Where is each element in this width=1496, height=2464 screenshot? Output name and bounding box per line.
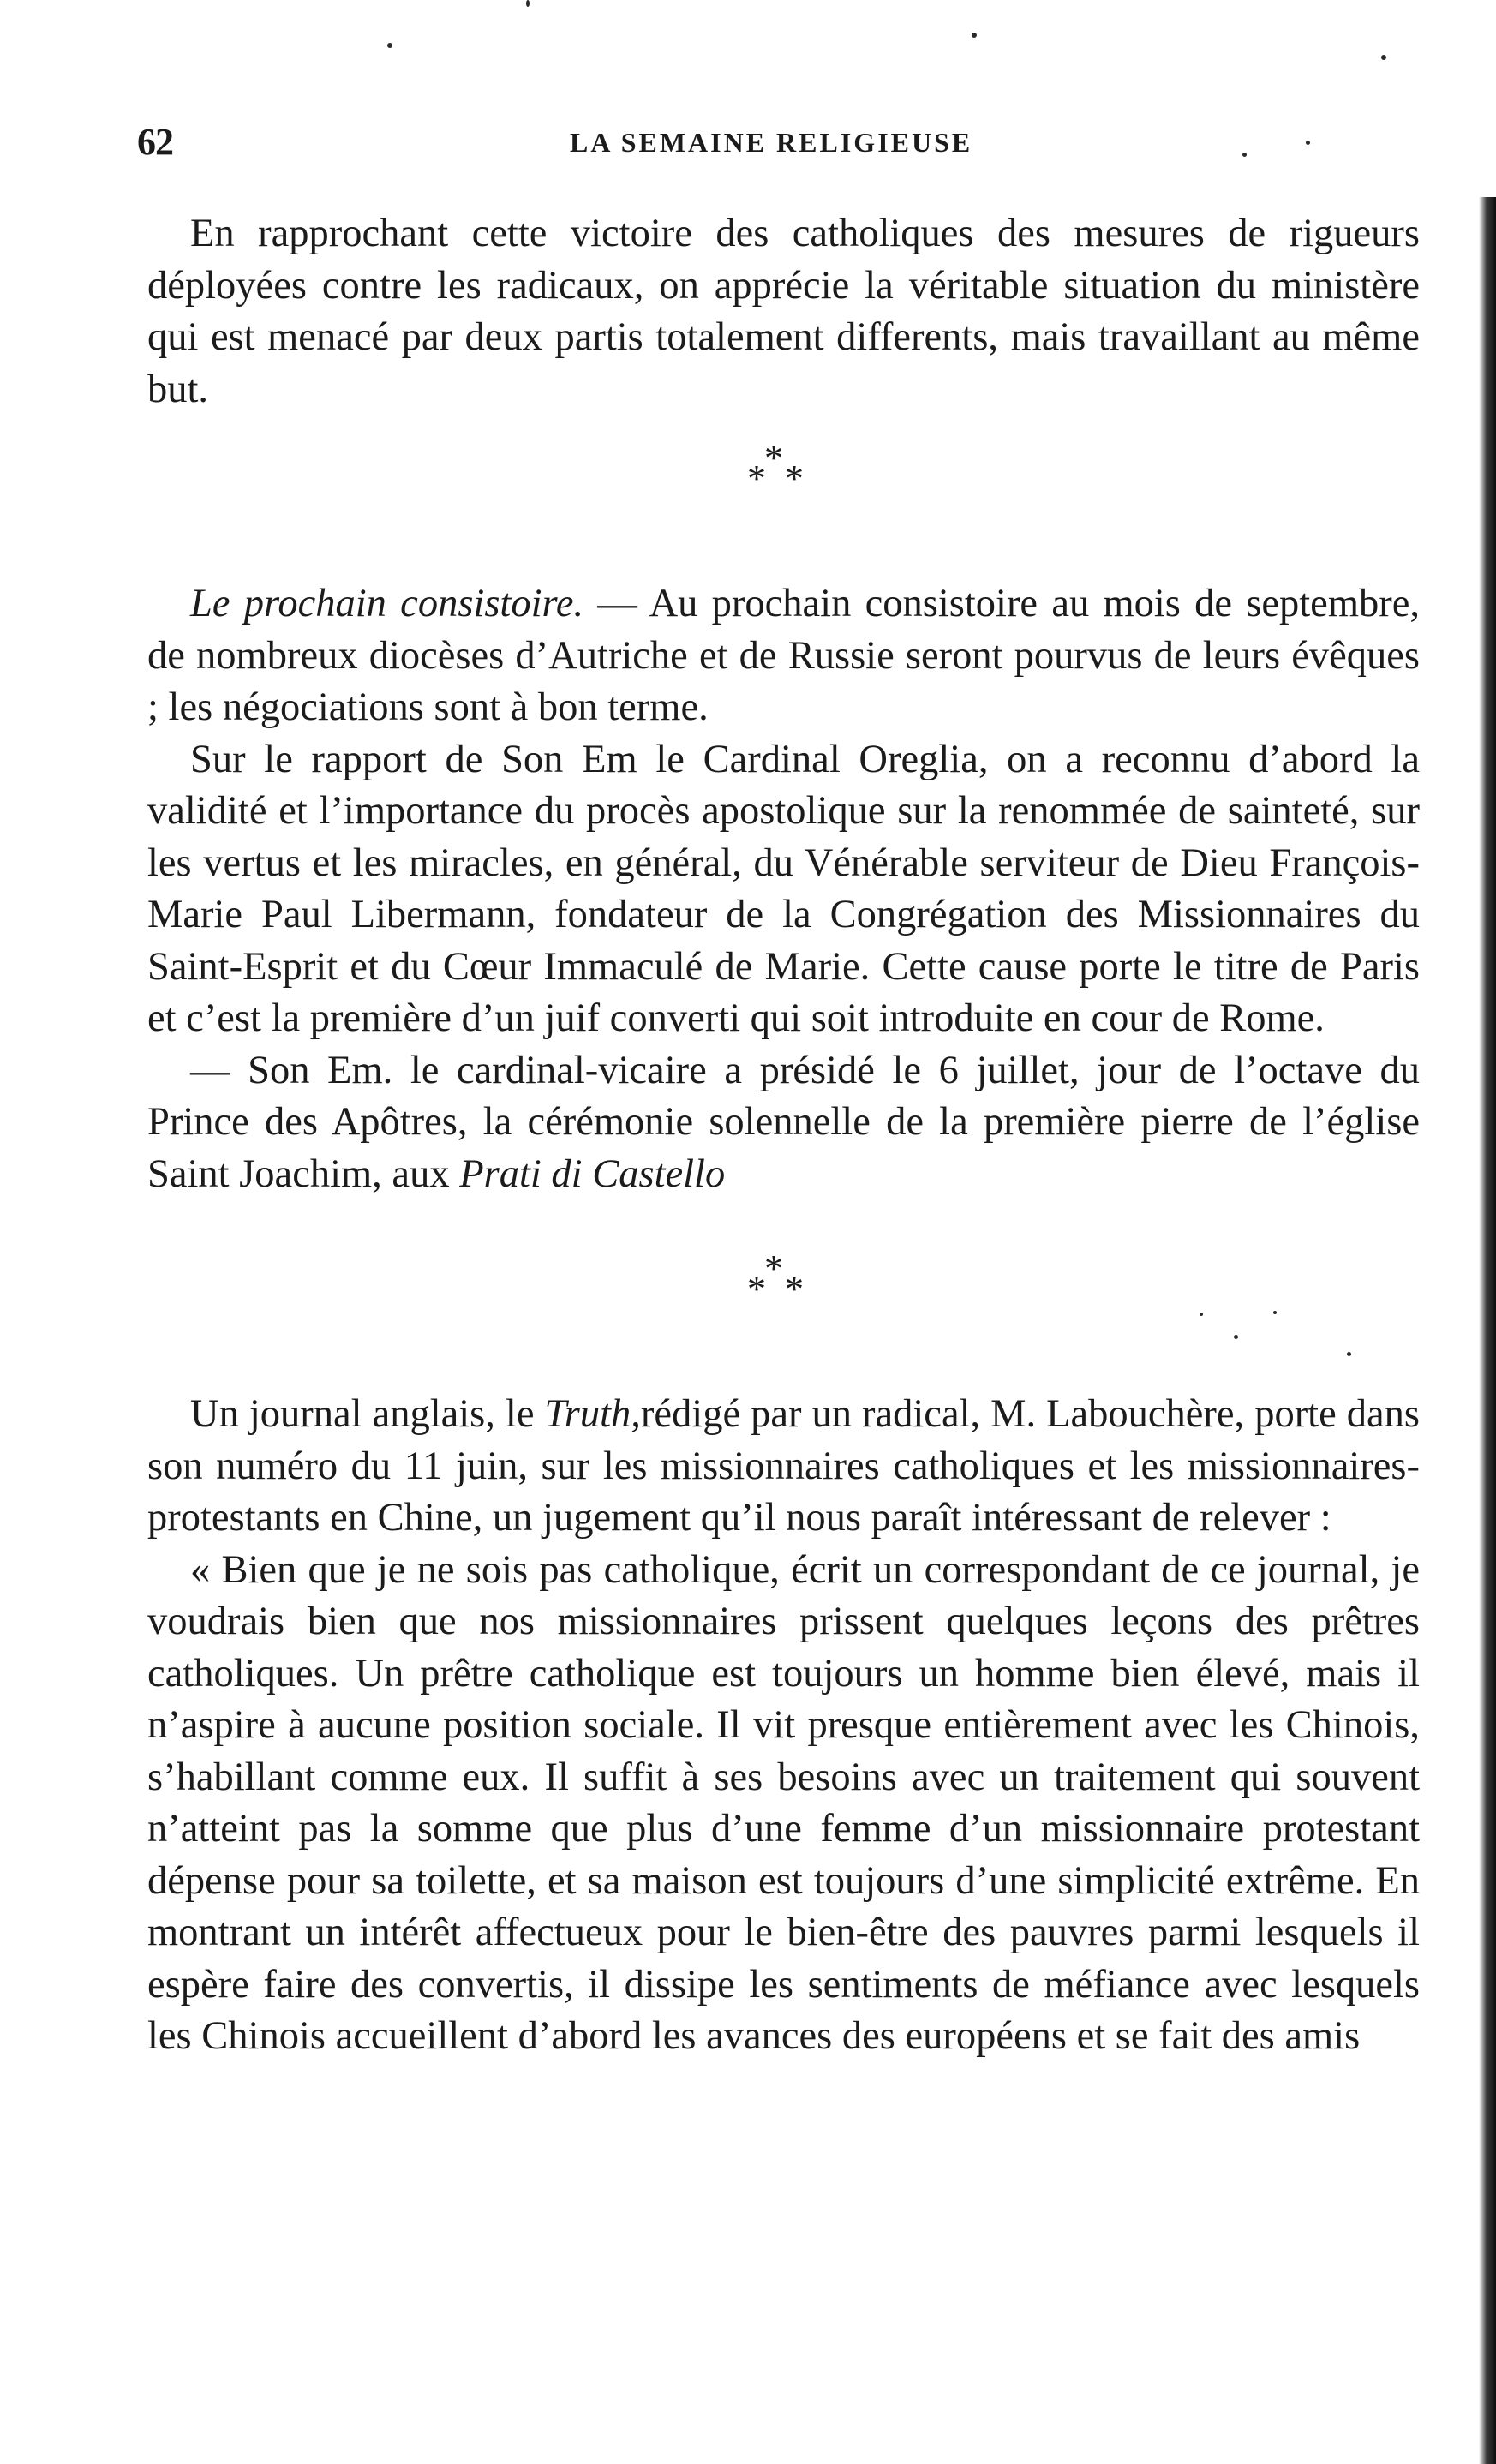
page-edge-shadow [1479, 197, 1496, 2464]
paragraph-consistory-text: — Au prochain consistoire au mois de septembre, de nombreux diocèses d’Autriche et de Russie seront pourvus de leurs évêques ; les négociations sont à bon terme. [147, 582, 1420, 729]
article-body [147, 208, 1420, 2063]
asterism-star: * [785, 1268, 804, 1310]
asterism-star: * [764, 1247, 783, 1289]
asterism-star: * [785, 458, 804, 499]
asterism-star: * [747, 1268, 766, 1310]
running-title: LA SEMAINE RELIGIEUSE [570, 127, 973, 158]
asterism-star: * [764, 437, 783, 479]
paragraph-saint-joachim [147, 1045, 1420, 1201]
paragraph-correspondent-quote: « Bien que je ne sois pas catholique, écrit un correspondant de ce journal, je voudrais bien que nos missionnaires prissent quelques leçons des prêtres catholiques. Un prêtre catholique est toujours un homme bien élevé, mais il n’aspire à aucune position sociale. Il vit presque entièrement avec les Chinois, s’habillant comme eux. Il suffit à ses besoins avec un traitement qui souvent n’atteint pas la somme que plus d’une femme d’un missionnaire protestant dépense pour sa toilette, et sa maison est toujours d’une simplicité extrême. En montrant un intérêt affectueux pour le bien-être des pauvres parmi lesquels il espère faire des convertis, il dissipe les sentiments de méfiance avec lesquels les Chinois accueillent d’abord les avances des européens et se fait des amis [147, 1547, 1420, 2058]
paragraph-ministry-situation: En rapprochant cette victoire des catholiques des mesures de rigueurs déployées contre les radicaux, on apprécie la véritable situation du ministère qui est menacé par deux partis totalement differents, mais travaillant au même but. [147, 212, 1420, 411]
scan-speck [1381, 55, 1386, 60]
page-header [137, 120, 1422, 171]
paragraph-truth-journal [147, 1389, 1420, 1545]
section-separator [147, 416, 1420, 578]
scan-speck [526, 0, 530, 7]
asterism-star: * [747, 458, 766, 499]
paragraph-truth-journal-intro: Un journal anglais, le [190, 1392, 545, 1436]
paragraph-truth-journal-text: rédigé par un radical, M. Labouchère, porte dans son numéro du 11 juin, sur les missionnaires catholiques et les missionnaires-protestants en Chine, un jugement qu’il nous paraît intéressant de relever : [147, 1392, 1420, 1540]
newspaper-title-italic: Truth, [544, 1392, 641, 1436]
paragraph-saint-joachim-text: — Son Em. le cardinal-vicaire a présidé le 6 juillet, jour de l’octave du Prince des Apôtres, la cérémonie solennelle de la première pierre de l’église Saint Joachim, aux [147, 1048, 1420, 1196]
paragraph-consistory [147, 578, 1420, 734]
page-number: 62 [137, 121, 173, 163]
scan-speck [972, 33, 977, 38]
paragraph-libermann-cause: Sur le rapport de Son Em le Cardinal Oreglia, on a reconnu d’abord la validité et l’importance du procès apostolique sur la renommée de sainteté, sur les vertus et les miracles, en général, du Vénérable serviteur de Dieu François-Marie Paul Libermann, fondateur de la Congrégation des Missionnaires du Saint-Esprit et du Cœur Immaculé de Marie. Cette cause porte le titre de Paris et c’est la première d’un juif converti qui soit introduite en cour de Rome. [147, 737, 1420, 1040]
section-separator [147, 1200, 1420, 1389]
place-name-italic: Prati di Castello [459, 1151, 726, 1196]
section-title-consistory: Le prochain consistoire. [190, 582, 584, 625]
scan-speck [387, 43, 392, 48]
